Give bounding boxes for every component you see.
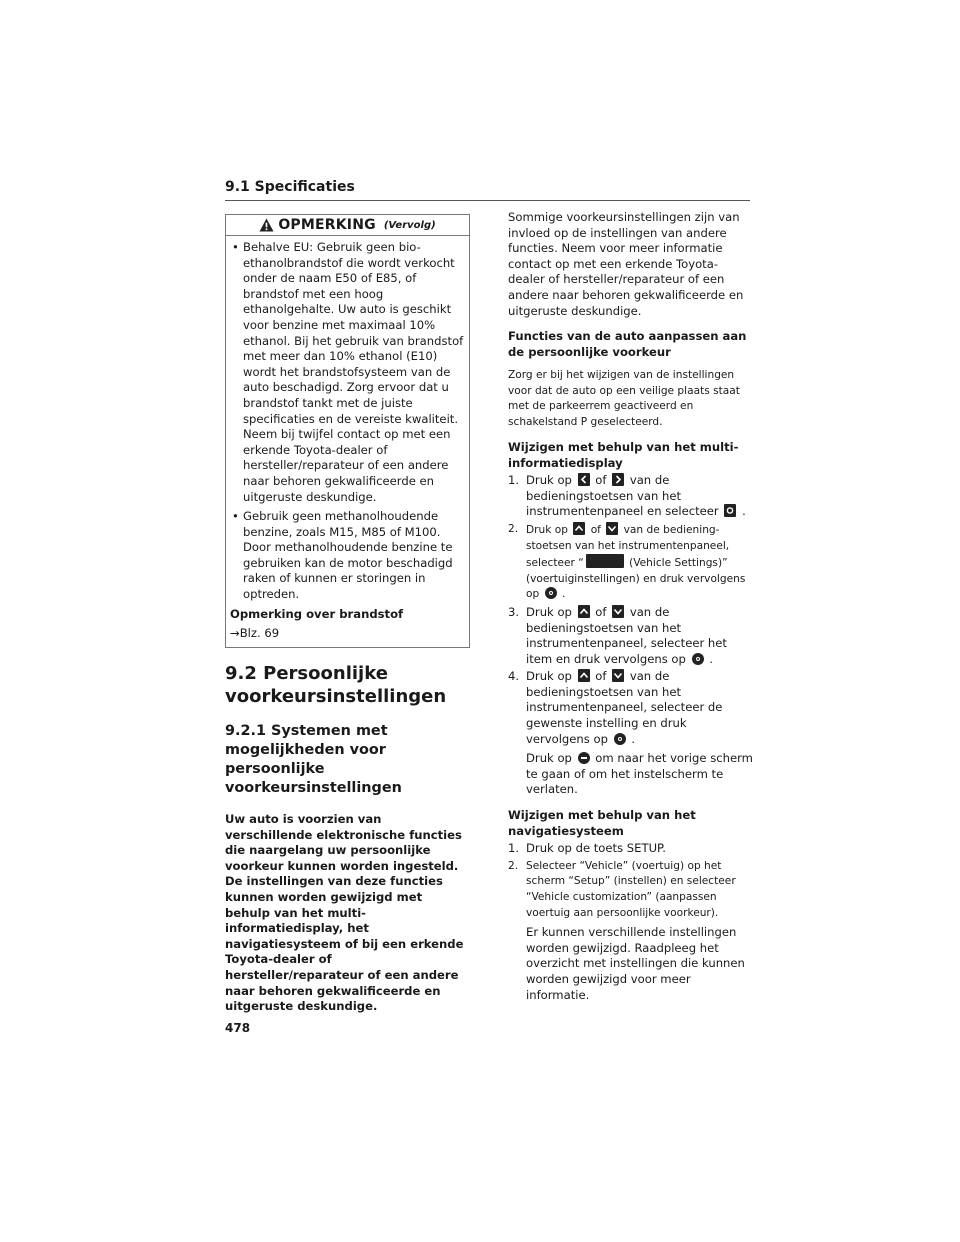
note-bullet: • Behalve EU: Gebruik geen bio-ethanolbrandstof die wordt verkocht onder de naam E50 of E85, of brandstof met een hoog ethanolgehalte. Uw auto is geschikt voor benzine met maximaal 10% ethanol. Bij het gebruik van brandstof met meer dan 10% ethanol (E10) wordt het brandstofsysteem van de auto beschadigd. Zorg ervoor dat u brandstof tankt met de juiste specificaties en de vereiste kwaliteit. Neem bij twijfel contact op met een erkende Toyota-dealer of hersteller/reparateur of een andere naar behoren gekwalificeerde en uitgeruste deskundige. — [230, 240, 465, 505]
section-9-2-1-title: 9.2.1 Systemen met mogelijkheden voor persoonlijke voorkeursinstellingen — [225, 723, 402, 796]
note-header — [226, 215, 469, 236]
ok-button-icon — [545, 587, 557, 599]
note-body — [226, 236, 469, 642]
mid-heading: Wijzigen met behulp van het multi-informatiedisplay — [508, 439, 739, 470]
arrow-down-icon — [612, 605, 624, 618]
nav-steps — [508, 841, 753, 921]
section-header — [225, 178, 750, 201]
arrow-down-icon — [606, 522, 618, 535]
ok-button-icon — [614, 733, 626, 745]
arrow-up-icon — [578, 605, 590, 618]
note-continued: (Vervolg) — [383, 219, 436, 231]
note-title: OPMERKING — [278, 217, 376, 233]
mid-steps — [508, 473, 753, 747]
note-bullet: • Gebruik geen methanolhoudende benzine, zoals M15, M85 of M100. Door methanolhoudende benzine te gebruiken kan de motor beschadigd raken of kunnen er storingen in optreden. — [230, 509, 465, 603]
arrow-down-icon — [612, 669, 624, 682]
back-button-icon — [578, 752, 590, 764]
arrow-up-icon — [578, 669, 590, 682]
ok-button-icon — [692, 653, 704, 665]
fuel-page-link[interactable]: →Blz. 69 — [230, 626, 280, 641]
note-box — [225, 214, 470, 648]
warning-icon — [259, 218, 274, 232]
back-instruction: Druk op om naar het vorige scherm te gaan of om het instelscherm te verlaten. — [526, 751, 753, 797]
section-9-2-title: 9.2 Persoonlijke voorkeursinstellingen — [225, 663, 447, 707]
arrow-right-icon — [612, 473, 624, 486]
section-intro: Uw auto is voorzien van verschillende elektronische functies die naargelang uw persoonlijke voorkeur kunnen worden ingesteld. De instellingen van deze functies kunnen worden gewijzigd met behulp van het multi-informatiedisplay, het navigatiesysteem of bij een erkende Toyota-dealer of hersteller/reparateur of een andere naar behoren gekwalificeerde en uitgeruste deskundige. — [225, 812, 464, 1014]
arrow-left-icon — [578, 473, 590, 486]
list-item: 1. Druk op of van de bedieningstoetsen van het instrumentenpaneel en selecteer . — [508, 473, 746, 519]
list-item: 4. Druk op of van de bedieningstoetsen van het instrumentenpaneel, selecteer de gewenste instelling en druk vervolgens op . — [508, 669, 723, 746]
customize-heading: Functies van de auto aanpassen aan de persoonlijke voorkeur — [508, 329, 747, 359]
paragraph: Sommige voorkeursinstellingen zijn van invloed op de instellingen van andere functies. Neem voor meer informatie contact op met een erkende Toyota-dealer of hersteller/reparateur of een andere naar behoren gekwalificeerde en uitgeruste deskundige. — [508, 210, 744, 318]
vehicle-settings-icon — [586, 554, 624, 568]
list-item: 2. Selecteer “Vehicle” (voertuig) op het scherm “Setup” (instellen) en selecteer “Vehicle customization” (aanpassen voertuig aan persoonlijke voorkeur). — [508, 859, 736, 919]
section-title: 9.1 Specificaties — [225, 179, 355, 195]
fuel-note-label: Opmerking over brandstof — [230, 606, 404, 621]
arrow-up-icon — [573, 522, 585, 535]
left-column — [225, 214, 470, 1015]
gear-icon — [724, 504, 736, 517]
nav-after-text: Er kunnen verschillende instellingen worden gewijzigd. Raadpleeg het overzicht met instellingen die kunnen worden gewijzigd voor meer informatie. — [526, 925, 745, 1002]
page-number: 478 — [225, 1021, 251, 1035]
nav-heading: Wijzigen met behulp van het navigatiesysteem — [508, 808, 696, 838]
customize-text: Zorg er bij het wijzigen van de instellingen voor dat de auto op een veilige plaats staat met de parkeerrem geactiveerd en schakelstand P geselecteerd. — [508, 369, 740, 428]
list-item: 3. Druk op of van de bedieningstoetsen van het instrumentenpaneel, selecteer het item en druk vervolgens op . — [508, 604, 727, 666]
list-item: 2. Druk op of van de bediening-stoetsen van het instrumentenpaneel, selecteer “ (Vehicle Settings)” (voertuiginstellingen) en druk vervolgens op . — [508, 522, 746, 601]
right-column — [508, 210, 753, 1003]
list-item: 1. Druk op de toets SETUP. — [508, 841, 666, 856]
